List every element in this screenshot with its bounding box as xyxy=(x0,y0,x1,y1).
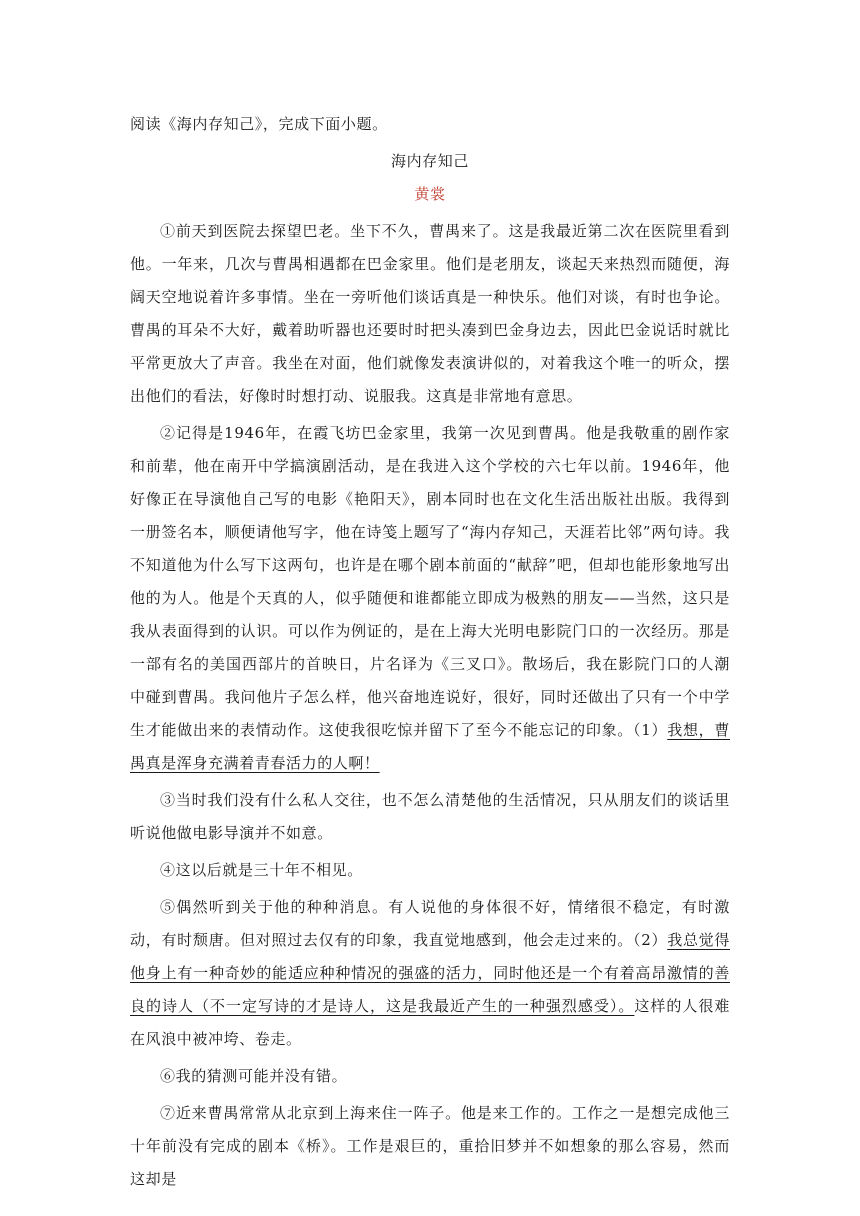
paragraph-text: ⑦近来曹禺常常从北京到上海来住一阵子。他是来工作的。工作之一是想完成他三十年前没有完成的剧本《桥》。工作是艰巨的，重拾旧梦并不如想象的那么容易，然而这却是 xyxy=(130,1104,730,1188)
paragraph-text: ④这以后就是三十年不相见。 xyxy=(160,861,363,879)
paragraph-text: ②记得是1946年，在霞飞坊巴金家里，我第一次见到曹禺。他是我敬重的剧作家和前辈，他在南开中学搞演剧活动，是在我进入这个学校的六七年以前。1946年，他好像正在导演他自己写的电影《艳阳天》，剧本同时也在文化生活出版社出版。我得到一册签名本，顺便请他写字，他在诗笺上题写了“海内存知己，天涯若比邻”两句诗。我不知道他为什么写下这两句，也许是在哪个剧本前面的“献辞”吧，但却也能形象地写出他的为人。他是个天真的人，似乎随便和谁都能立即成为极熟的朋友——当然，这只是我从表面得到的认识。可以作为例证的，是在上海大光明电影院门口的一次经历。那是一部有名的美国西部片的首映日，片名译为《三叉口》。散场后，我在影院门口的人潮中碰到曹禺。我问他片子怎么样，他兴奋地连说好，很好，同时还做出了只有一个中学生才能做出来的表情动作。这使我很吃惊并留下了至今不能忘记的印象。（1） xyxy=(130,424,730,739)
paragraph-text: ③当时我们没有什么私人交往，也不怎么清楚他的生活情况，只从朋友们的谈话里听说他做电影导演并不如意。 xyxy=(130,791,730,842)
paragraph-2 xyxy=(130,417,730,780)
underlined-sentence-2: 我总觉得他身上有一种奇妙的能适应种种情况的强盛的活力，同时他还是一个有着高昂激情的善良的诗人（不一定写诗的才是诗人，这是我最近产生的一种强烈感受）。 xyxy=(130,931,730,1015)
paragraph-text-tail: 这样的人很难在风浪中被冲垮、卷走。 xyxy=(130,997,730,1048)
paragraph-text: ⑤偶然听到关于他的种种消息。有人说他的身体很不好，情绪很不稳定，有时激动，有时颓唐。但对照过去仅有的印象，我直觉地感到，他会走过来的。（2） xyxy=(130,898,730,949)
article-author: 黄裳 xyxy=(414,185,446,203)
paragraph-7 xyxy=(130,1097,730,1196)
article-body xyxy=(130,108,730,1196)
question-intro: 阅读《海内存知己》，完成下面小题。 xyxy=(130,115,388,133)
paragraph-text: ①前天到医院去探望巴老。坐下不久，曹禺来了。这是我最近第二次在医院里看到他。一年来，几次与曹禺相遇都在巴金家里。他们是老朋友，谈起天来热烈而随便，海阔天空地说着许多事情。坐在一旁听他们谈话真是一种快乐。他们对谈，有时也争论。曹禺的耳朵不大好，戴着助听器也还要时时把头凑到巴金身边去，因此巴金说话时就比平常更放大了声音。我坐在对面，他们就像发表演讲似的，对着我这个唯一的听众，摆出他们的看法，好像时时想打动、说服我。这真是非常地有意思。 xyxy=(130,222,730,405)
paragraph-6 xyxy=(130,1060,730,1093)
paragraph-5 xyxy=(130,891,730,1056)
paragraph-1 xyxy=(130,215,730,413)
article-title: 海内存知己 xyxy=(390,152,469,170)
underlined-sentence-1: 我想，曹禺真是浑身充满着青春活力的人啊！ xyxy=(130,721,730,772)
paragraph-3 xyxy=(130,784,730,850)
paragraph-4 xyxy=(130,854,730,887)
paragraph-text: ⑥我的猜测可能并没有错。 xyxy=(160,1067,348,1085)
